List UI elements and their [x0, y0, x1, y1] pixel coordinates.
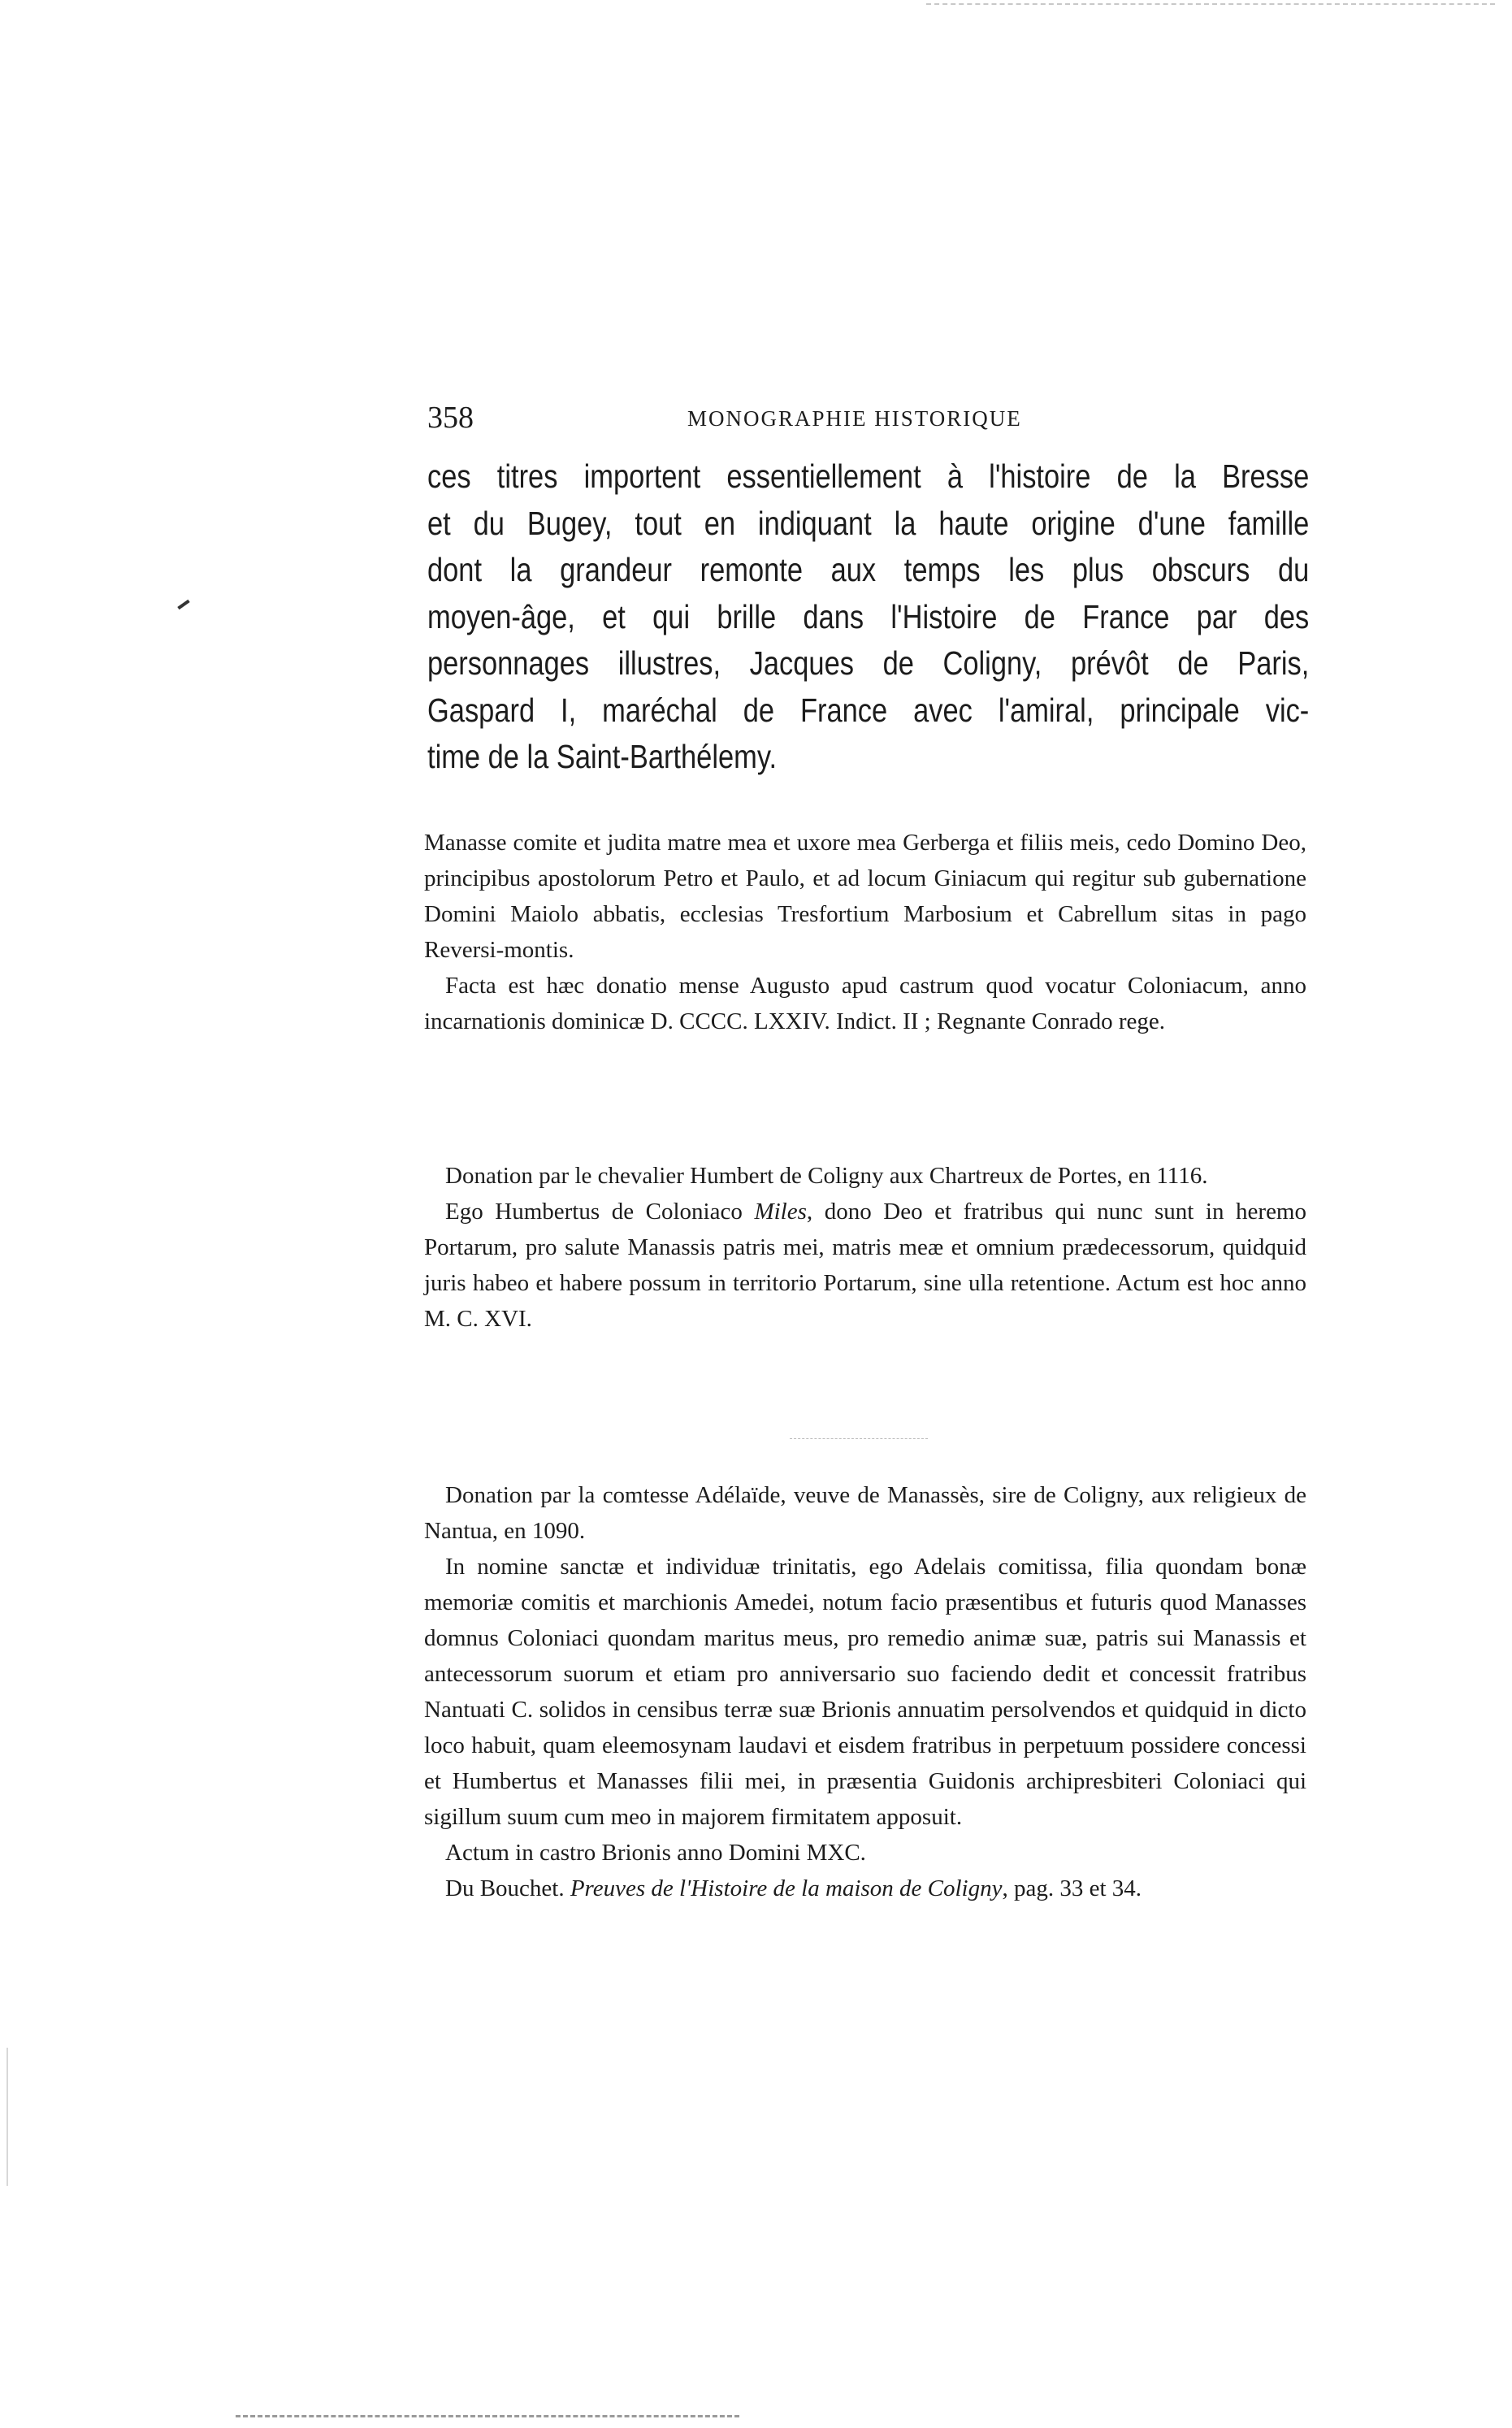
scan-top-edge: [926, 3, 1495, 5]
source-pages: , pag. 33 et 34.: [1002, 1875, 1142, 1901]
lead-line: Gaspard I, maréchal de France avec l'amiral, principale vic-: [427, 691, 1310, 729]
lead-line: et du Bugey, tout en indiquant la haute origine d'une famille: [427, 504, 1310, 542]
charter-text: Ego Humbertus de Coloniaco: [445, 1199, 755, 1225]
lead-paragraph: [427, 453, 1309, 781]
charter-paragraph: [424, 1194, 1306, 1337]
lead-line: dont la grandeur remonte aux temps les plus obscurs du: [427, 551, 1310, 588]
charter-adelaide: [424, 1477, 1306, 1906]
lead-line: moyen-âge, et qui brille dans l'Histoire de France par des: [427, 597, 1310, 635]
lead-line: time de la Saint-Barthélemy.: [427, 738, 778, 775]
source-author: Du Bouchet.: [445, 1875, 570, 1901]
lead-line: ces titres importent essentiellement à l'histoire de la Bresse: [427, 457, 1310, 495]
running-title: MONOGRAPHIE HISTORIQUE: [687, 406, 1022, 431]
page-number: 358: [427, 401, 474, 435]
charter-manasse: [424, 825, 1306, 1039]
scan-left-edge: [6, 2048, 8, 2186]
charter-actum: Actum in castro Brionis anno Domini MXC.: [445, 1840, 866, 1866]
charter-paragraph: Facta est hæc donatio mense Augusto apud castrum quod vocatur Coloniacum, anno incarnationis dominicæ D. CCCC. LXXIV. Indict. II ; Regnante Conrado rege.: [424, 973, 1306, 1034]
charter-paragraph: Manasse comite et judita matre mea et uxore mea Gerberga et filiis meis, cedo Domino Deo, principibus apostolorum Petro et Paulo, et ad locum Giniacum qui regitur sub gubernatione Domini Maiolo abbatis, ecclesias Tresfortium Marbosium et Cabrellum sitas in pago Reversi-montis.: [424, 830, 1306, 963]
charter-paragraph: In nomine sanctæ et individuæ trinitatis, ego Adelais comitissa, filia quondam bonæ memoriæ comitis et marchionis Amedei, notum facio præsentibus et futuris quod Manasses domnus Coloniaci quondam maritus meus, pro remedio animæ suæ, patris sui Manassis et antecessorum suorum et etiam pro anniversario suo faciendo dedit et concessit fratribus Nantuati C. solidos in censibus terræ suæ Brionis annuatim persolvendos et quidquid in dicto loco habuit, quam eleemosynam laudavi et eisdem fratribus in perpetuum possidere concessi et Humbertus et Manasses filii mei, in præsentia Guidonis archipresbiteri Coloniaci qui sigillum suum cum meo in majorem firmitatem apposuit.: [424, 1554, 1306, 1830]
lead-line: personnages illustres, Jacques de Coligny, prévôt de Paris,: [427, 644, 1310, 682]
charter-heading: Donation par la comtesse Adélaïde, veuve de Manassès, sire de Coligny, aux religieux de Nantua, en 1090.: [424, 1482, 1306, 1544]
margin-mark: [177, 600, 189, 609]
source-title: Preuves de l'Histoire de la maison de Coligny: [570, 1875, 1003, 1901]
charter-text: , dono Deo et fratribus qui nunc sunt in heremo Portarum, pro salute Manassis patris mei, matris meæ et omnium prædecessorum, quidquid juris habeo et habere possum in territorio Portarum, sine ulla retentione. Actum est hoc anno M. C. XVI.: [424, 1199, 1306, 1332]
section-divider: [790, 1438, 928, 1439]
charter-heading: Donation par le chevalier Humbert de Coligny aux Chartreux de Portes, en 1116.: [445, 1163, 1208, 1189]
charter-italic: Miles: [754, 1199, 807, 1225]
scan-bottom-edge: [236, 2415, 739, 2417]
charter-humbert: [424, 1158, 1306, 1337]
charter-source: [424, 1871, 1306, 1906]
page-header: [427, 400, 1321, 449]
